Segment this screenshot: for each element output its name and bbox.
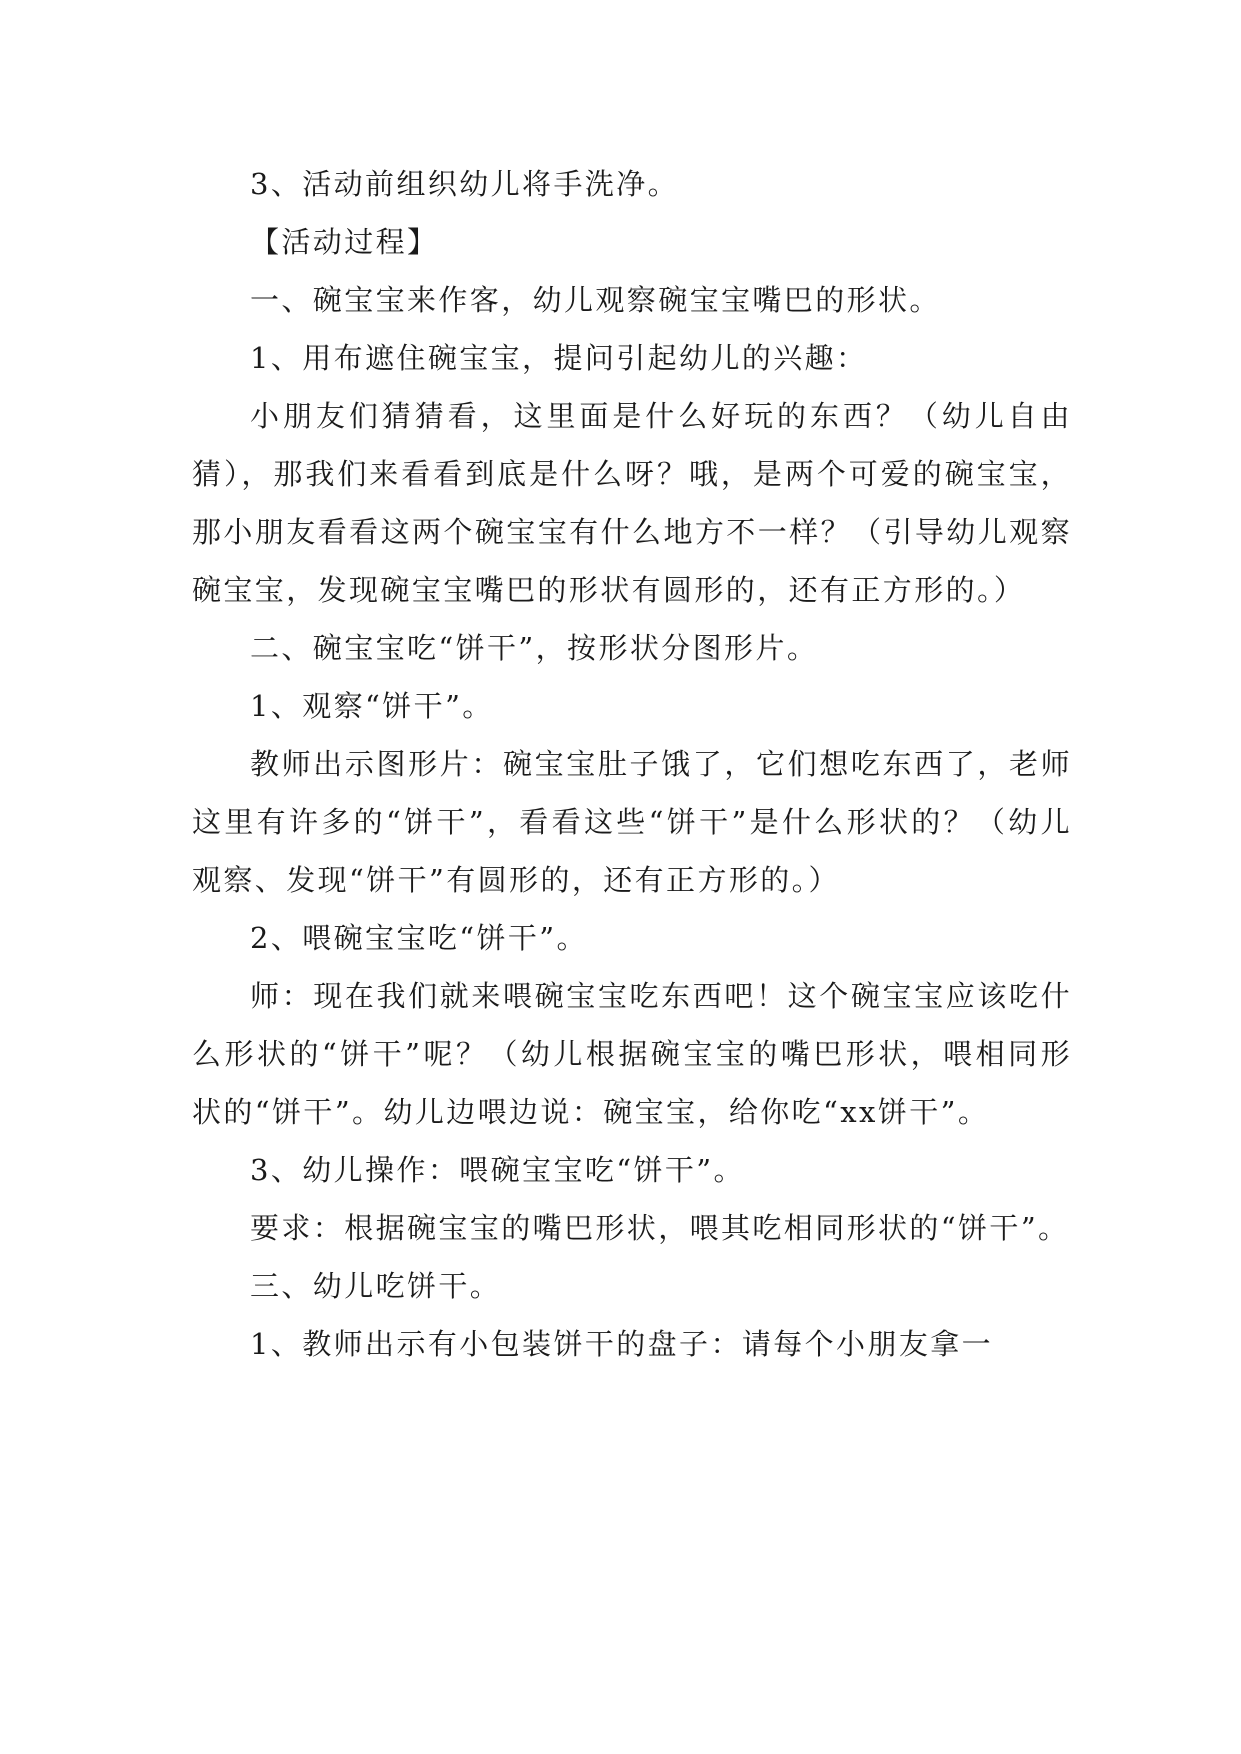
paragraph-part-one-title: 一、碗宝宝来作客，幼儿观察碗宝宝嘴巴的形状。: [250, 283, 941, 317]
paragraph-step-1-cover-bowls: 1、用布遮住碗宝宝，提问引起幼儿的兴趣：: [250, 341, 868, 375]
paragraph-teacher-shows-cards: 教师出示图形片：碗宝宝肚子饿了，它们想吃东西了，老师这里有许多的“饼干”，看看这些“饼干”是什么形状的？（幼儿观察、发现“饼干”有圆形的，还有正方形的。）: [192, 747, 1072, 897]
paragraph-teacher-feed-instructions: 师：现在我们就来喂碗宝宝吃东西吧！这个碗宝宝应该吃什么形状的“饼干”呢？（幼儿根据碗宝宝的嘴巴形状，喂相同形状的“饼干”。幼儿边喂边说：碗宝宝，给你吃“xx饼干”。: [192, 979, 1072, 1129]
paragraph-observe-biscuits: 1、观察“饼干”。: [250, 689, 494, 723]
paragraph-feed-bowls: 2、喂碗宝宝吃“饼干”。: [250, 921, 588, 955]
paragraph-teacher-shows-plate: 1、教师出示有小包装饼干的盘子：请每个小朋友拿一: [250, 1327, 994, 1361]
paragraph-guess-question: 小朋友们猜猜看，这里面是什么好玩的东西？（幼儿自由猜），那我们来看看到底是什么呀？哦，是两个可爱的碗宝宝，那小朋友看看这两个碗宝宝有什么地方不一样？（引导幼儿观察碗宝宝，发现碗宝宝嘴巴的形状有圆形的，还有正方形的。）: [192, 399, 1072, 607]
paragraph-children-operate: 3、幼儿操作：喂碗宝宝吃“饼干”。: [250, 1153, 745, 1187]
paragraph-part-two-title: 二、碗宝宝吃“饼干”，按形状分图形片。: [250, 631, 819, 665]
section-heading-activity-process: 【活动过程】: [250, 225, 439, 259]
document-body: [192, 155, 1072, 1373]
paragraph-part-three-title: 三、幼儿吃饼干。: [250, 1269, 502, 1303]
paragraph-prep-wash-hands: 3、活动前组织幼儿将手洗净。: [250, 167, 680, 201]
paragraph-requirement: 要求：根据碗宝宝的嘴巴形状，喂其吃相同形状的“饼干”。: [250, 1211, 1070, 1245]
